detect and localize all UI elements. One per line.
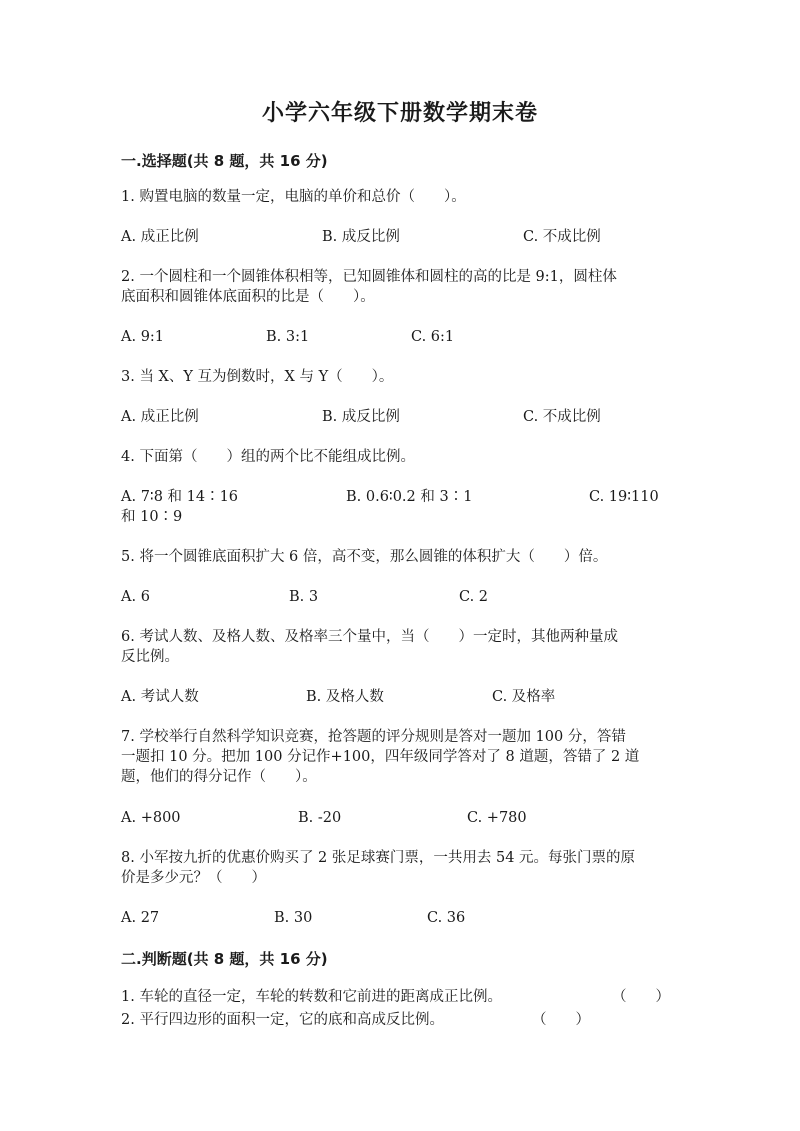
question-3-option-b: B. 成反比例 [322, 409, 400, 425]
question-8-option-a: A. 27 [121, 910, 160, 926]
question-4-text: 4. 下面第（ ）组的两个比不能组成比例。 [121, 449, 415, 465]
question-7-text-line-1: 7. 学校举行自然科学知识竞赛，抢答题的评分规则是答对一题加 100 分，答错 [121, 729, 626, 745]
question-7-option-a: A. +800 [121, 810, 181, 826]
question-7-text-line-2: 一题扣 10 分。把加 100 分记作+100，四年级同学答对了 8 道题，答错了 2 道 [121, 749, 640, 765]
question-6-option-b: B. 及格人数 [306, 689, 384, 705]
question-5-option-c: C. 2 [459, 589, 489, 605]
question-7-option-b: B. -20 [298, 810, 342, 826]
question-8-option-c: C. 36 [427, 910, 466, 926]
question-2-option-c: C. 6:1 [411, 329, 455, 345]
question-5-text: 5. 将一个圆锥底面积扩大 6 倍，高不变，那么圆锥的体积扩大（ ）倍。 [121, 549, 608, 565]
question-6-option-a: A. 考试人数 [121, 689, 199, 705]
judgement-2-text: 2. 平行四边形的面积一定，它的底和高成反比例。 [121, 1012, 444, 1028]
question-6-text-line-2: 反比例。 [121, 649, 179, 665]
section-heading-choice: 一.选择题(共 8 题，共 16 分) [121, 152, 328, 170]
question-7-option-c: C. +780 [467, 810, 527, 826]
question-8-text-line-2: 价是多少元？（ ） [121, 870, 266, 886]
question-1-option-b: B. 成反比例 [322, 229, 400, 245]
question-8-text-line-1: 8. 小军按九折的优惠价购买了 2 张足球赛门票，一共用去 54 元。每张门票的原 [121, 850, 636, 866]
question-4-option-c-continued: 和 10∶9 [121, 509, 183, 525]
page-title: 小学六年级下册数学期末卷 [261, 100, 538, 126]
question-3-option-c: C. 不成比例 [523, 409, 601, 425]
question-8-option-b: B. 30 [274, 910, 313, 926]
question-4-option-b: B. 0.6∶0.2 和 3∶1 [346, 489, 473, 505]
question-3-text: 3. 当 X、Y 互为倒数时，X 与 Y（ ）。 [121, 369, 394, 385]
question-1-option-a: A. 成正比例 [121, 229, 199, 245]
section-heading-true-false: 二.判断题(共 8 题，共 16 分) [121, 950, 328, 968]
question-2-option-a: A. 9:1 [121, 329, 165, 345]
question-2-text-line-1: 2. 一个圆柱和一个圆锥体积相等，已知圆锥体和圆柱的高的比是 9:1，圆柱体 [121, 269, 617, 285]
judgement-1-text: 1. 车轮的直径一定，车轮的转数和它前进的距离成正比例。 [121, 989, 502, 1005]
question-1-option-c: C. 不成比例 [523, 229, 601, 245]
judgement-1-answer-blank[interactable]: （ ） [612, 989, 670, 1005]
question-6-option-c: C. 及格率 [492, 689, 556, 705]
question-2-text-line-2: 底面积和圆锥体底面积的比是（ ）。 [121, 289, 375, 305]
question-4-option-c: C. 19∶110 [589, 489, 659, 505]
question-1-text: 1. 购置电脑的数量一定，电脑的单价和总价（ ）。 [121, 189, 466, 205]
question-6-text-line-1: 6. 考试人数、及格人数、及格率三个量中，当（ ）一定时，其他两种量成 [121, 629, 618, 645]
question-5-option-b: B. 3 [289, 589, 319, 605]
question-3-option-a: A. 成正比例 [121, 409, 199, 425]
question-4-option-a: A. 7∶8 和 14∶16 [121, 489, 239, 505]
question-7-text-line-3: 题，他们的得分记作（ ）。 [121, 769, 317, 785]
question-2-option-b: B. 3:1 [266, 329, 310, 345]
judgement-2-answer-blank[interactable]: （ ） [532, 1012, 590, 1028]
question-5-option-a: A. 6 [121, 589, 150, 605]
